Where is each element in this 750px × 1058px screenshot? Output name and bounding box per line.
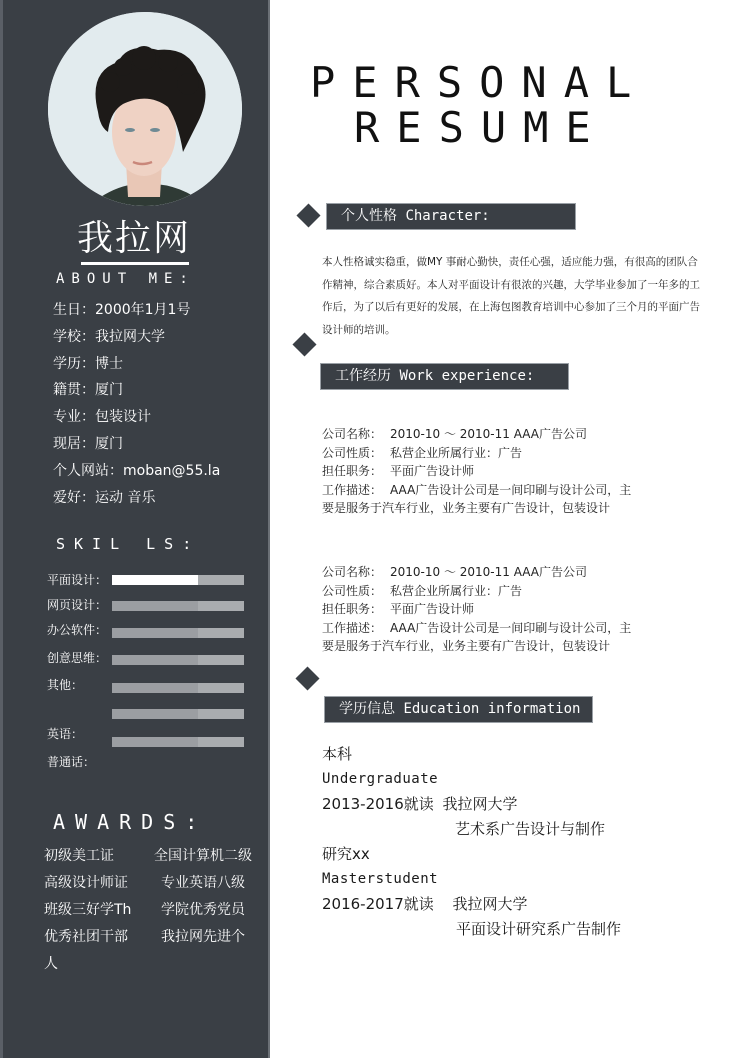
section-header-character: [327, 204, 575, 229]
skill-bar-extra: [112, 709, 244, 719]
section-title-en: Character:: [405, 208, 490, 224]
work-entry: [322, 563, 631, 656]
personal-info-list: [53, 297, 220, 511]
edu-degree-en: Undergraduate: [322, 771, 439, 787]
section-title-en: Education information: [403, 701, 581, 717]
info-hometown: 籍贯：厦门: [53, 382, 123, 399]
work-label: 工作描述：: [322, 620, 383, 635]
skill-bar-web-design: [112, 601, 244, 611]
education-list: [322, 742, 621, 942]
edu-school: 我拉网大学: [452, 895, 528, 913]
awards-list: [44, 841, 269, 976]
skill-bar-graphic-design: [112, 575, 244, 585]
name-divider: [81, 262, 189, 265]
resume-title-line2: RESUME: [354, 103, 608, 152]
edu-school: 我拉网大学: [442, 795, 518, 813]
work-entry: [322, 425, 631, 518]
work-desc-cont: 要是服务于汽车行业，业务主要有广告设计，包装设计: [322, 501, 611, 515]
edu-period: 2016-2017就读: [322, 895, 434, 913]
section-title-cn: 个人性格: [341, 208, 397, 224]
work-nature: 私营企业所属行业：广告: [390, 445, 523, 460]
award-row: [44, 895, 269, 922]
skill-label-web-design: 网页设计：: [47, 598, 108, 612]
award-row: [44, 868, 269, 895]
work-label: 公司性质：: [322, 583, 383, 598]
work-company: 2010-10 ～ 2010-11 AAA广告公司: [390, 427, 588, 441]
skill-label-mandarin: 普通话：: [47, 755, 96, 769]
skill-bar-office-software: [112, 628, 244, 638]
award-item: 班级三好学Th: [44, 901, 132, 918]
section-title-cn: 学历信息: [339, 701, 395, 717]
section-header-education: [325, 697, 592, 722]
award-row: [44, 841, 269, 868]
skill-label-graphic-design: 平面设计：: [47, 573, 108, 587]
diamond-bullet-icon: [292, 332, 316, 356]
info-degree: 学历：博士: [53, 355, 123, 372]
character-description: 本人性格诚实稳重，做MY 事耐心勤快，责任心强，适应能力强，有很高的团队合作精神，综合素质好。本人对平面设计有很浓的兴趣，大学毕业参加了一年多的工作后，为了以后有更好的发展，在上海包图教育培训中心参加了三个月的平面广告设计师的培训。: [322, 256, 700, 336]
edu-major: 平面设计研究系广告制作: [456, 920, 622, 938]
award-item: 专业英语八级: [161, 874, 245, 891]
work-label: 担任职务：: [322, 602, 383, 616]
profile-photo: [48, 12, 242, 206]
award-item: 我拉网先进个: [161, 928, 245, 945]
info-hobbies: 爱好：运动 音乐: [53, 489, 156, 506]
info-school: 学校：我拉网大学: [53, 328, 165, 345]
about-me-heading: ABOUT ME:: [56, 271, 195, 287]
diamond-bullet-icon: [295, 666, 319, 690]
work-desc: AAA广告设计公司是一间印刷与设计公司，主: [390, 620, 632, 635]
edu-period-school: [322, 792, 621, 817]
skill-bar-creative-thinking: [112, 655, 244, 665]
section-title-en: Work experience:: [399, 368, 535, 384]
skill-label-english: 英语：: [47, 727, 84, 741]
award-row: [44, 922, 269, 949]
diamond-bullet-icon: [296, 203, 320, 227]
award-row: [44, 949, 269, 976]
work-label: 工作描述：: [322, 482, 383, 497]
work-label: 担任职务：: [322, 464, 383, 478]
edu-degree-cn: 研究xx: [322, 845, 370, 863]
awards-heading: AWARDS:: [53, 810, 208, 834]
award-item: 全国计算机二级: [154, 847, 252, 864]
section-title-cn: 工作经历: [335, 368, 391, 384]
skill-label-other: 其他：: [47, 678, 84, 692]
profile-name: 我拉网: [76, 218, 191, 259]
edu-period-school: [322, 892, 621, 917]
edu-period: 2013-2016就读: [322, 795, 434, 813]
edu-major: 艺术系广告设计与制作: [455, 820, 606, 838]
skills-heading: SKIL LS:: [56, 535, 201, 553]
work-role: 平面广告设计师: [390, 602, 475, 616]
award-item: 高级设计师证: [44, 874, 128, 891]
award-item: 优秀社团干部: [44, 928, 128, 945]
skill-label-office-software: 办公软件：: [47, 623, 108, 637]
resume-title-line1: PERSONAL: [310, 58, 649, 107]
skill-label-creative-thinking: 创意思维：: [47, 651, 108, 665]
work-desc-cont: 要是服务于汽车行业，业务主要有广告设计，包装设计: [322, 639, 611, 653]
work-desc: AAA广告设计公司是一间印刷与设计公司，主: [390, 482, 632, 497]
section-header-work: [321, 364, 568, 389]
info-birthday: 生日：2000年1月1号: [53, 302, 191, 318]
work-company: 2010-10 ～ 2010-11 AAA广告公司: [390, 565, 588, 579]
work-label: 公司名称：: [322, 427, 383, 441]
avatar: [48, 12, 242, 206]
info-residence: 现居：厦门: [53, 435, 123, 452]
work-label: 公司性质：: [322, 445, 383, 460]
info-website[interactable]: 个人网站：moban@55.la: [53, 462, 221, 479]
work-label: 公司名称：: [322, 565, 383, 579]
sidebar: [0, 0, 270, 1058]
work-nature: 私营企业所属行业：广告: [390, 583, 523, 598]
award-item: 初级美工证: [44, 847, 114, 864]
skill-bar-english: [112, 737, 244, 747]
edu-degree-cn: 本科: [322, 745, 353, 763]
award-item: 学院优秀党员: [161, 901, 245, 918]
edu-degree-en: Masterstudent: [322, 871, 439, 887]
work-role: 平面广告设计师: [390, 464, 475, 478]
skill-bar-other: [112, 683, 244, 693]
award-item: 人: [44, 955, 58, 972]
info-major: 专业：包装设计: [53, 409, 151, 426]
skill-fill: [112, 575, 198, 585]
